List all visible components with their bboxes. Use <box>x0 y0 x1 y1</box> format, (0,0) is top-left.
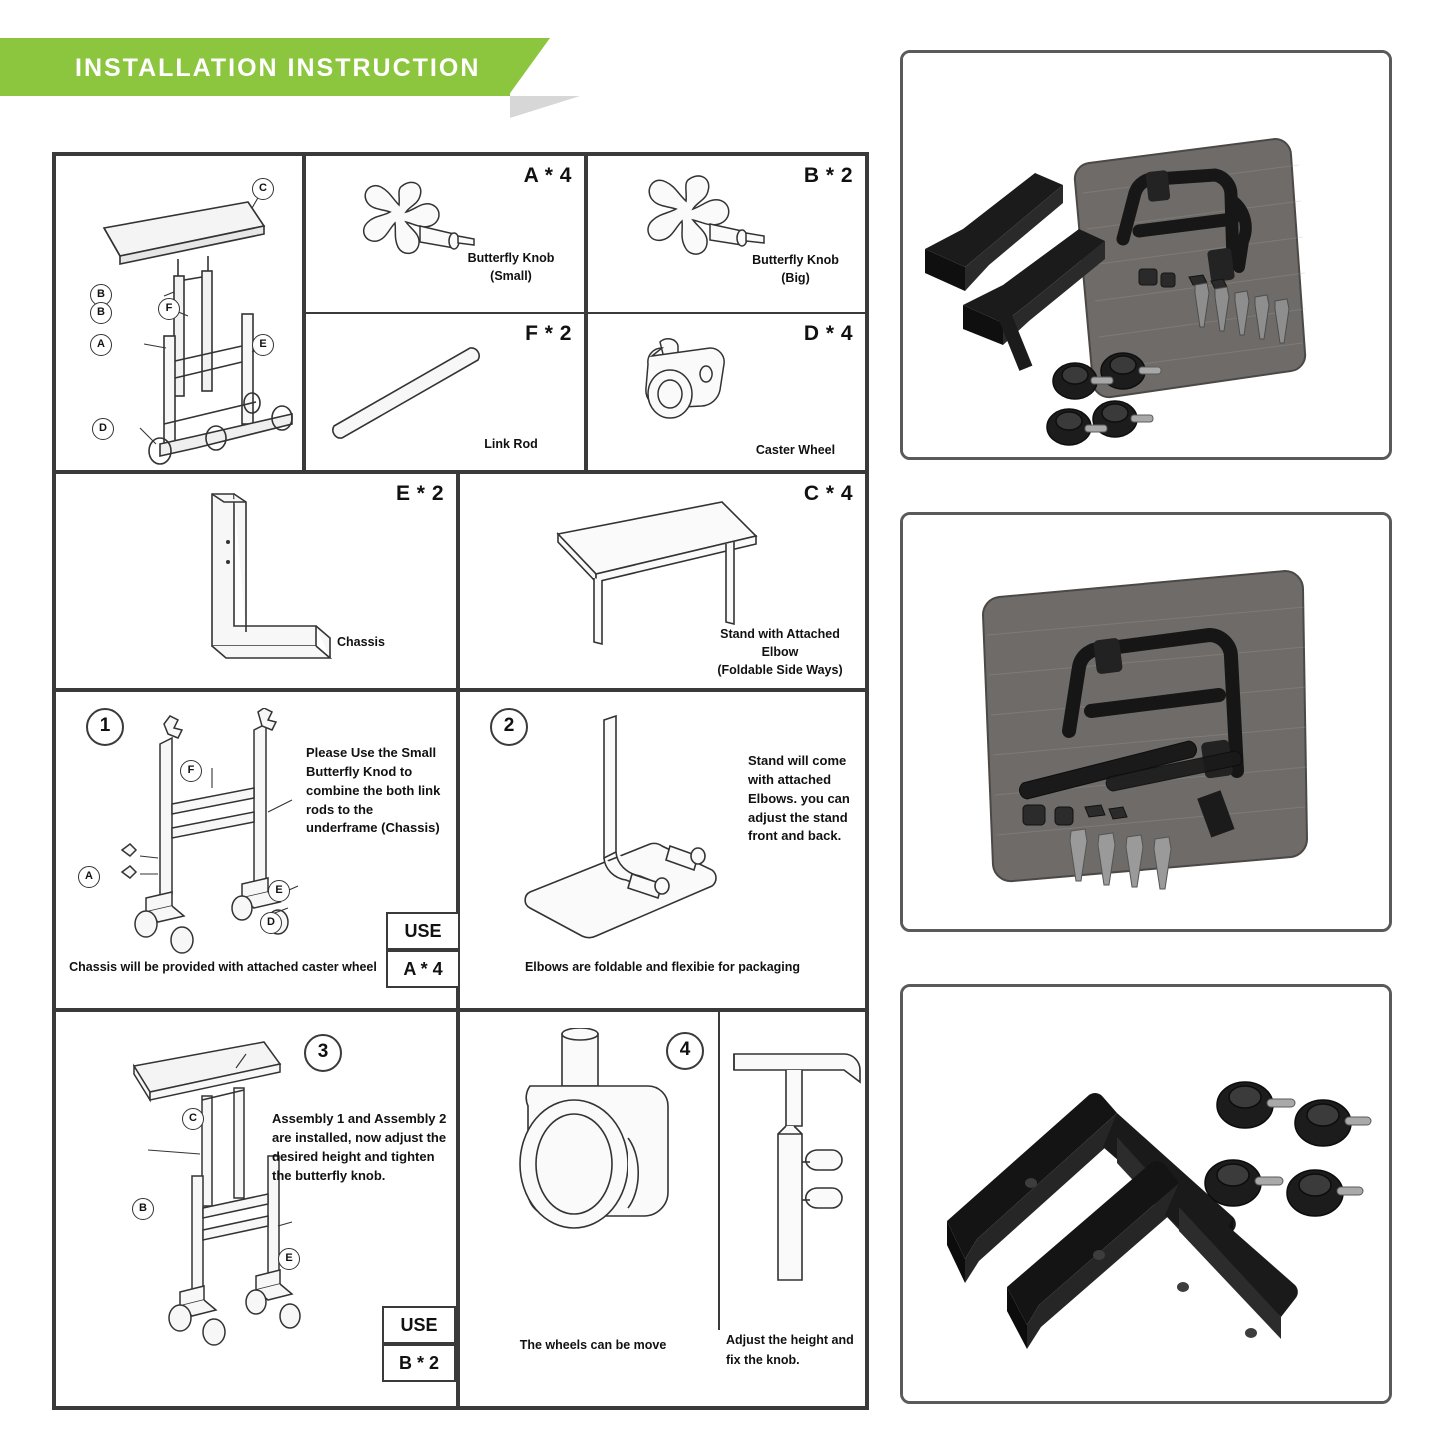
part-cell-a <box>304 154 586 314</box>
part-caption-b-line1: Butterfly Knob <box>752 253 839 267</box>
step1-label-f: F <box>180 760 202 782</box>
overview-label-e: E <box>252 334 274 356</box>
overview-label-b1: B <box>90 284 112 306</box>
part-code-f: F * 2 <box>525 322 572 345</box>
step3-label-c: C <box>182 1108 204 1130</box>
step4-divider <box>718 1012 720 1330</box>
part-caption-c-line2: Elbow <box>761 645 799 659</box>
photo-board-with-frame-art <box>903 515 1389 929</box>
step-cell-4 <box>458 1010 867 1408</box>
banner-shadow <box>510 96 580 118</box>
part-code-d: D * 4 <box>803 322 853 345</box>
part-code-b: B * 2 <box>803 164 853 187</box>
step-number-2: 2 <box>490 708 528 746</box>
part-caption-e: Chassis <box>337 635 385 649</box>
link-rod-icon <box>320 334 520 444</box>
photo-board-with-frame <box>900 512 1392 932</box>
overview-label-b2: B <box>90 302 112 324</box>
step4-knob-drawing <box>726 1030 886 1330</box>
part-cell-e <box>54 472 458 690</box>
step3-use-part: B * 2 <box>382 1344 456 1382</box>
photo-parts-overview <box>900 50 1392 460</box>
part-caption-c-line1: Stand with Attached <box>720 627 840 641</box>
part-cell-c <box>458 472 867 690</box>
photo-rails-and-casters <box>900 984 1392 1404</box>
overview-label-f: F <box>158 298 180 320</box>
cell-overview <box>54 154 304 472</box>
step3-label-e: E <box>278 1248 300 1270</box>
step4-footnote-left: The wheels can be move <box>519 1338 667 1352</box>
part-code-c: C * 4 <box>803 482 853 505</box>
step-number-4: 4 <box>666 1032 704 1070</box>
step-cell-2 <box>458 690 867 1010</box>
page-title: INSTALLATION INSTRUCTION <box>75 54 481 82</box>
step2-footnote: Elbows are foldable and flexibie for packaging <box>524 960 801 974</box>
part-cell-d <box>586 312 867 472</box>
step4-wheel-drawing <box>478 1028 708 1328</box>
part-code-e: E * 2 <box>395 482 444 505</box>
step-number-1: 1 <box>86 708 124 746</box>
step1-label-e: E <box>268 880 290 902</box>
part-cell-f <box>304 312 586 472</box>
step3-text: Assembly 1 and Assembly 2 are installed, now adjust the desired height and tighten the butterfly knob. <box>272 1111 447 1183</box>
photo-rails-and-casters-art <box>903 987 1389 1401</box>
step1-use-label: USE <box>386 912 460 950</box>
step2-drawing <box>500 712 760 972</box>
step3-label-b: B <box>132 1198 154 1220</box>
step1-use-part: A * 4 <box>386 950 460 988</box>
step2-text: Stand will come with attached Elbows. you can adjust the stand front and back. <box>748 753 850 844</box>
step1-text: Please Use the Small Butterfly Knod to combine the both link rods to the underframe (Chassis) <box>306 745 441 836</box>
overview-label-c: C <box>252 178 274 200</box>
step-cell-1 <box>54 690 458 1010</box>
part-cell-b <box>586 154 867 314</box>
caster-wheel-icon <box>618 326 758 446</box>
part-caption-b-line2: (Big) <box>781 271 810 285</box>
overview-label-a: A <box>90 334 112 356</box>
part-caption-d: Caster Wheel <box>755 443 836 457</box>
part-caption-f: Link Rod <box>484 437 538 451</box>
photo-parts-overview-art <box>903 53 1389 457</box>
overview-label-d: D <box>92 418 114 440</box>
part-caption-c-line3: (Foldable Side Ways) <box>717 663 843 677</box>
step3-drawing <box>96 1026 346 1356</box>
step1-drawing <box>102 708 332 963</box>
step1-label-a: A <box>78 866 100 888</box>
step1-label-d: D <box>260 912 282 934</box>
part-caption-a-line1: Butterfly Knob <box>467 251 555 265</box>
part-code-a: A * 4 <box>523 164 572 187</box>
step-cell-3 <box>54 1010 458 1408</box>
banner-arrow <box>508 38 550 96</box>
instruction-sheet <box>52 152 869 1410</box>
step1-footnote: Chassis will be provided with attached caster wheel <box>69 960 377 974</box>
header-banner <box>0 38 560 96</box>
step3-use-label: USE <box>382 1306 456 1344</box>
part-caption-a-line2: (Small) <box>490 269 532 283</box>
step4-footnote-right: Adjust the height and fix the knob. <box>726 1333 854 1367</box>
step-number-3: 3 <box>304 1034 342 1072</box>
